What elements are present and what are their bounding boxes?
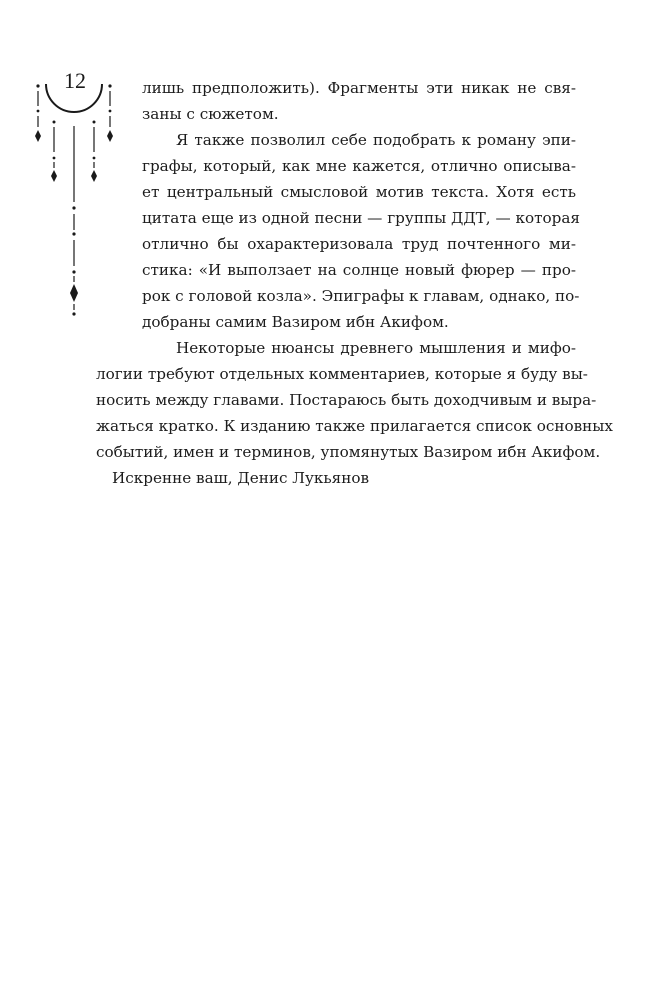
text-line: стика: «И выползает на солнце новый фюрер — про- [142, 261, 576, 279]
text-line: заны с сюжетом. [142, 105, 279, 123]
text-line: Некоторые нюансы древнего мышления и мифо- [176, 339, 576, 357]
text-line: лишь предположить). Фрагменты эти никак не свя- [142, 79, 576, 97]
text-line: графы, который, как мне кажется, отлично описыва- [142, 157, 576, 175]
page-number: 12 [64, 68, 86, 93]
text-line: отлично бы охарактеризовала труд почтенного ми- [142, 235, 576, 253]
text-line: логии требуют отдельных комментариев, которые я буду вы- [96, 365, 588, 383]
text-line: событий, имен и терминов, упомянутых Вазиром ибн Акифом. [96, 443, 601, 461]
text-line: жаться кратко. К изданию также прилагается список основных [96, 417, 613, 435]
text-line: ет центральный смысловой мотив текста. Хотя есть [142, 183, 576, 201]
text-line: рок с головой козла». Эпиграфы к главам, однако, по- [142, 287, 580, 305]
text-line: носить между главами. Постараюсь быть доходчивым и выра- [96, 391, 597, 409]
text-line: Я также позволил себе подобрать к роману эпи- [176, 131, 576, 149]
text-line: добраны самим Вазиром ибн Акифом. [142, 313, 449, 331]
text-line: цитата еще из одной песни — группы ДДТ, — которая [142, 209, 581, 227]
signature-line: Искренне ваш, Денис Лукьянов [112, 469, 370, 487]
